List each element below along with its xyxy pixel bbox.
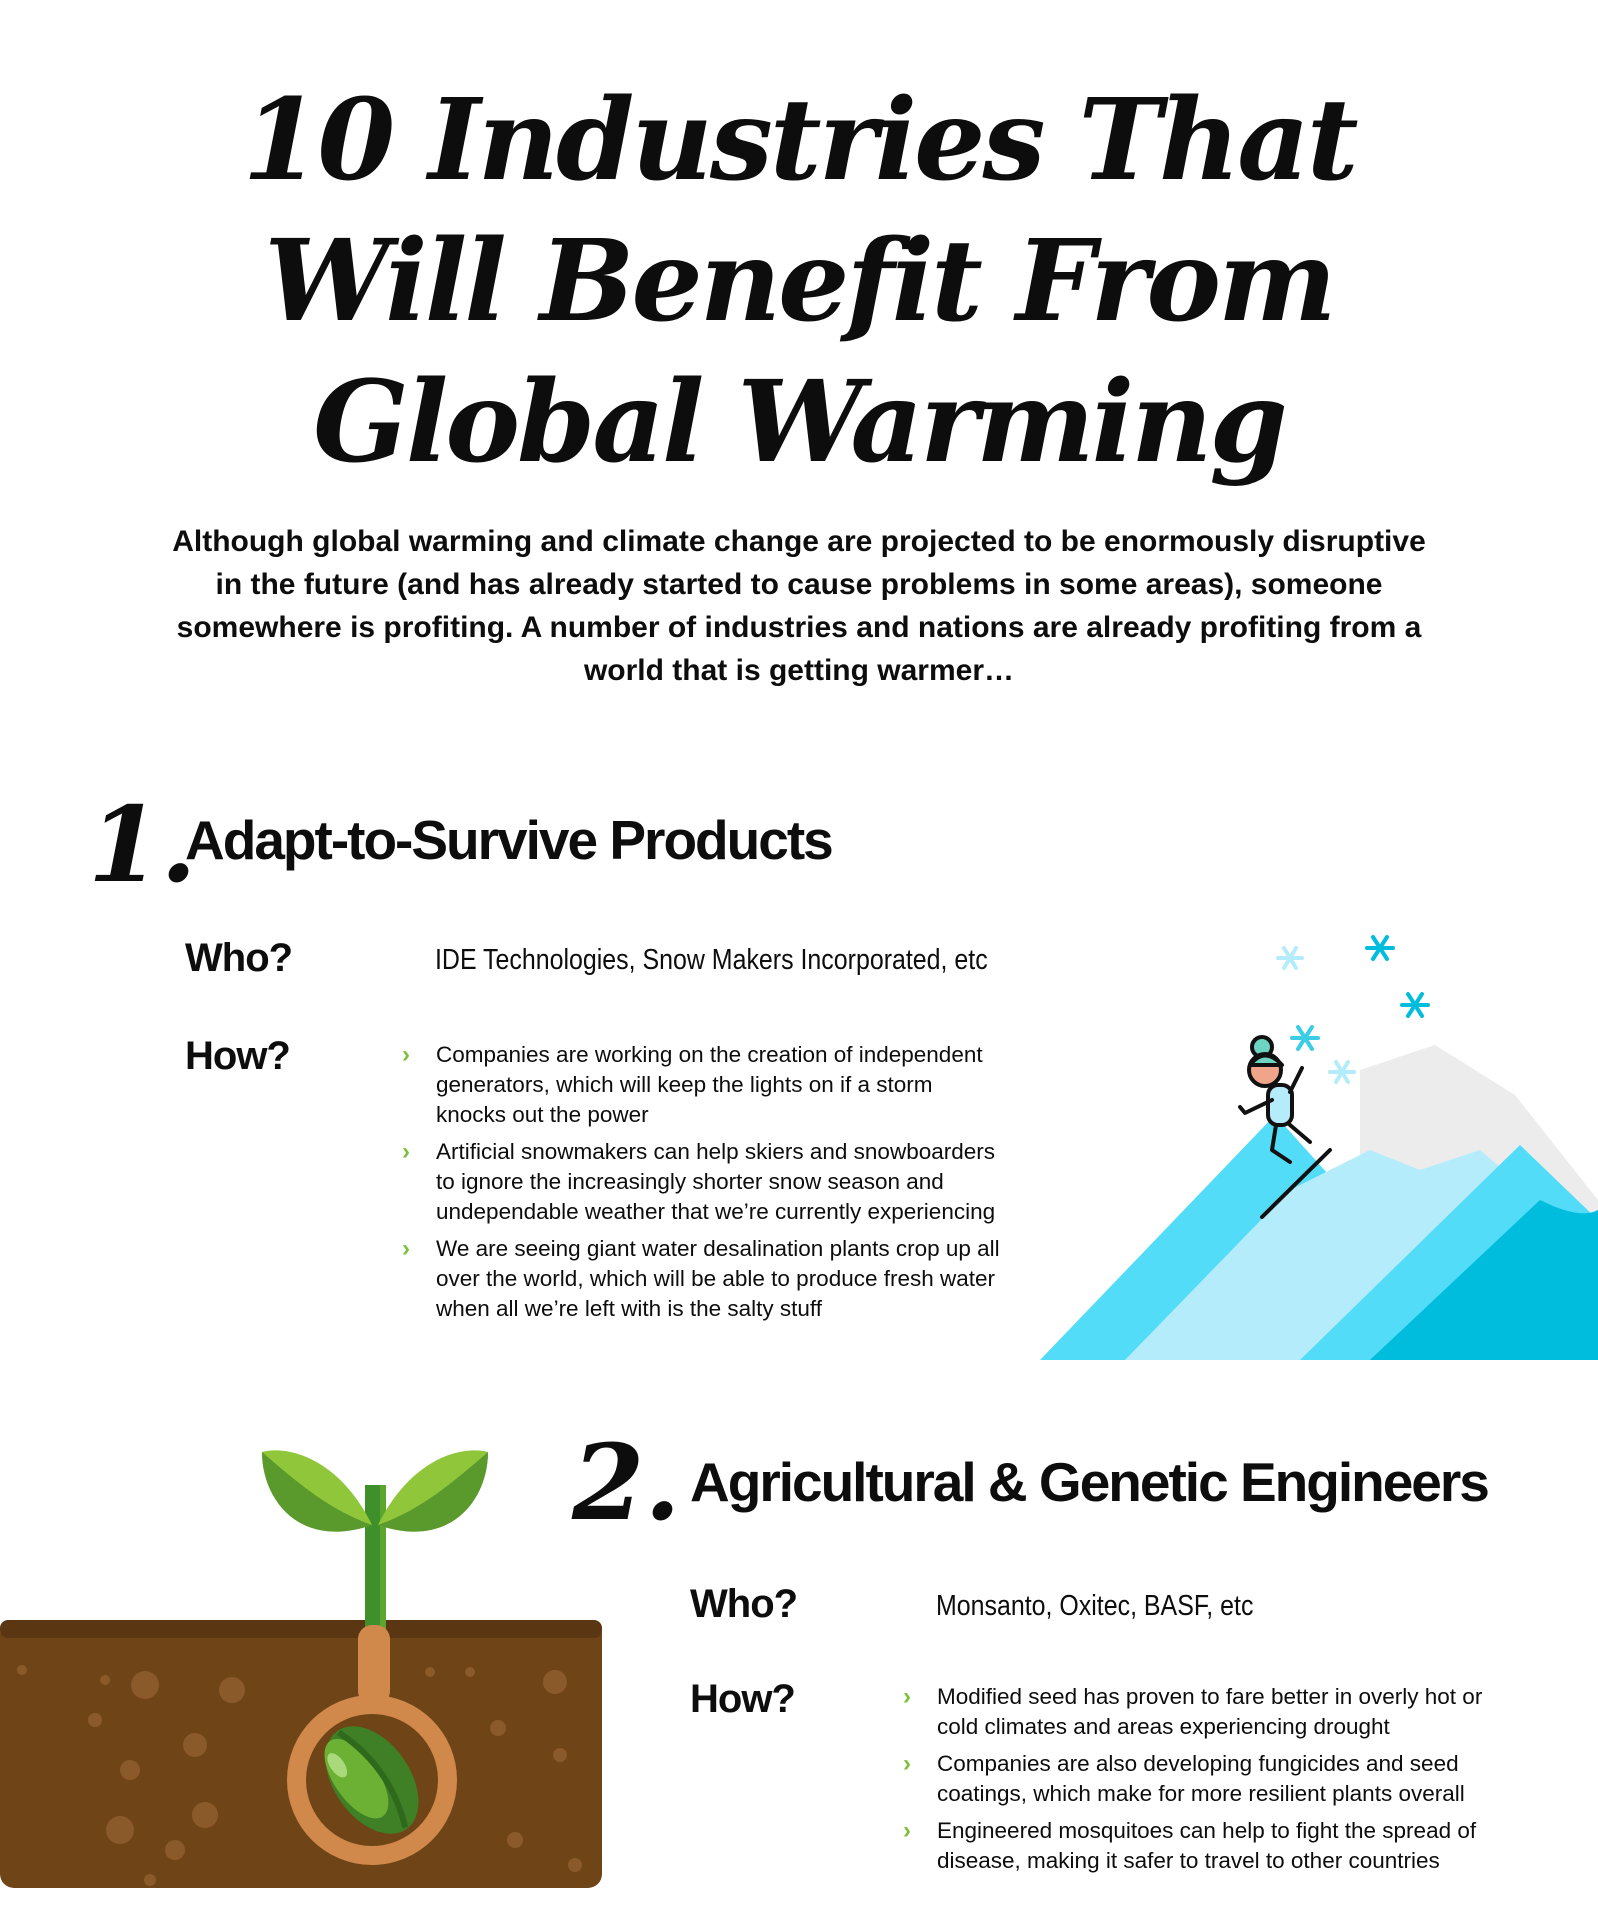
chevron-right-icon: › — [402, 1138, 410, 1165]
section-1-how-list — [402, 1040, 1002, 1331]
list-item: › Engineered mosquitoes can help to fight the spread of disease, making it safer to travel to other countries — [903, 1817, 1477, 1873]
list-item: › Companies are also developing fungicides and seed coatings, which make for more resilient plants overall — [903, 1750, 1465, 1806]
section-2-who-label: Who? — [690, 1582, 798, 1626]
section-1-who-label: Who? — [185, 936, 293, 980]
sprouting-seed-illustration — [0, 1430, 610, 1890]
section-2-who-value: Monsanto, Oxitec, BASF, etc — [936, 1590, 1254, 1622]
section-1-title: Adapt-to-Survive Products — [185, 809, 832, 871]
section-1-number: 1. — [88, 783, 197, 906]
title-line-1: 10 Industries That — [242, 75, 1356, 206]
section-2-title: Agricultural & Genetic Engineers — [690, 1451, 1488, 1513]
snowboarder-mountain-illustration — [1040, 920, 1598, 1360]
chevron-right-icon: › — [903, 1817, 911, 1844]
title-line-3: Global Warming — [313, 357, 1285, 488]
section-2-how-label: How? — [690, 1677, 795, 1721]
section-2-number: 2. — [572, 1421, 681, 1544]
chevron-right-icon: › — [402, 1041, 410, 1068]
intro-paragraph: Although global warming and climate change are projected to be enormously disruptive in the future (and has already started to cause problems in some areas), someone somewhere is profiting. A number of industries and nations are already profiting from a world that is getting warmer… — [172, 525, 1426, 687]
title-line-2: Will Benefit From — [264, 216, 1334, 347]
page-title — [0, 70, 1598, 493]
chevron-right-icon: › — [903, 1683, 911, 1710]
section-1-who-value: IDE Technologies, Snow Makers Incorporated, etc — [435, 944, 988, 976]
list-item: › Artificial snowmakers can help skiers and snowboarders to ignore the increasingly shorter snow season and undependable weather that we’re currently experiencing — [402, 1138, 996, 1224]
list-item: › Modified seed has proven to fare better in overly hot or cold climates and areas experiencing drought — [903, 1683, 1483, 1739]
chevron-right-icon: › — [402, 1235, 410, 1262]
chevron-right-icon: › — [903, 1750, 911, 1777]
list-item: › Companies are working on the creation of independent generators, which will keep the lights on if a storm knocks out the power — [402, 1041, 983, 1127]
section-1-how-label: How? — [185, 1034, 290, 1078]
list-item: › We are seeing giant water desalination plants crop up all over the world, which will be able to produce fresh water when all we’re left with is the salty stuff — [402, 1235, 1000, 1321]
section-2-how-list — [903, 1682, 1528, 1883]
